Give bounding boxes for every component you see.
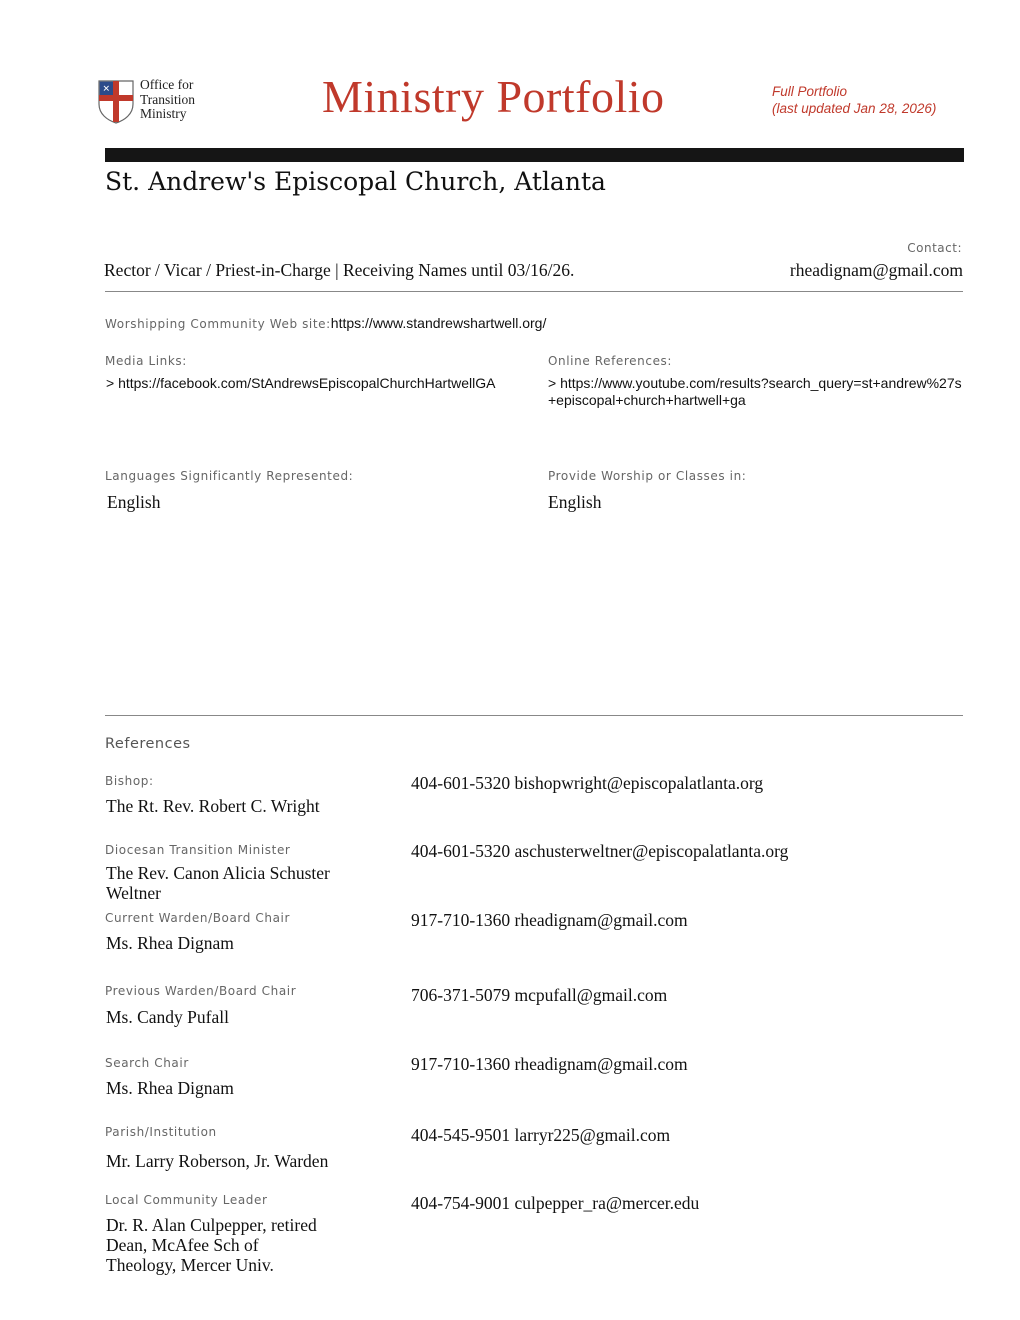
- reference-name: Mr. Larry Roberson, Jr. Warden: [106, 1151, 329, 1171]
- position-line: Rector / Vicar / Priest-in-Charge | Receiving Names until 03/16/26.: [104, 260, 575, 280]
- reference-name: Ms. Candy Pufall: [106, 1007, 229, 1027]
- online-references-label: Online References:: [548, 354, 673, 368]
- page-title: Ministry Portfolio: [322, 71, 665, 122]
- reference-role: Diocesan Transition Minister: [105, 843, 291, 857]
- contact-email-link[interactable]: rheadignam@gmail.com: [789, 260, 963, 280]
- logo-text: [140, 78, 195, 122]
- reference-contact: 404-545-9501 larryr225@gmail.com: [411, 1125, 671, 1145]
- worship-languages-value: English: [548, 492, 602, 512]
- logo-line: Ministry: [140, 106, 187, 121]
- header-divider-bar: [105, 148, 964, 162]
- worship-languages-label: Provide Worship or Classes in:: [548, 469, 747, 483]
- office-logo: [98, 78, 208, 126]
- website-label: Worshipping Community Web site:: [105, 317, 331, 331]
- portfolio-type: Full Portfolio: [772, 84, 848, 99]
- svg-text:✕: ✕: [102, 84, 111, 95]
- reference-name: Ms. Rhea Dignam: [106, 1078, 234, 1098]
- reference-role: Previous Warden/Board Chair: [105, 984, 297, 998]
- media-link[interactable]: > https://facebook.com/StAndrewsEpiscopalChurchHartwellGA: [106, 375, 496, 391]
- episcopal-shield-icon: [98, 80, 134, 124]
- online-reference-link[interactable]: > https://www.youtube.com/results?search_query=st+andrew%27s+episcopal+church+hartwell+ga: [548, 375, 962, 408]
- website-link[interactable]: https://www.standrewshartwell.org/: [330, 315, 547, 331]
- portfolio-note: [772, 83, 936, 117]
- reference-contact: 917-710-1360 rheadignam@gmail.com: [411, 910, 688, 930]
- reference-contact: 706-371-5079 mcpufall@gmail.com: [411, 985, 668, 1005]
- languages-label: Languages Significantly Represented:: [105, 469, 354, 483]
- last-updated: (last updated Jan 28, 2026): [772, 101, 937, 116]
- reference-role: Local Community Leader: [105, 1193, 268, 1207]
- website-row: [105, 313, 546, 332]
- reference-role: Current Warden/Board Chair: [105, 911, 290, 925]
- reference-contact: 404-754-9001 culpepper_ra@mercer.edu: [411, 1193, 700, 1213]
- reference-contact: 404-601-5320 bishopwright@episcopalatlanta.org: [411, 773, 764, 793]
- reference-name: The Rev. Canon Alicia Schuster Weltner: [106, 863, 330, 903]
- reference-name: Ms. Rhea Dignam: [106, 933, 234, 953]
- reference-contact: 404-601-5320 aschusterweltner@episcopalatlanta.org: [411, 841, 789, 861]
- section-divider: [105, 291, 963, 292]
- contact-label: Contact:: [907, 241, 962, 255]
- reference-contact: 917-710-1360 rheadignam@gmail.com: [411, 1054, 688, 1074]
- languages-value: English: [107, 492, 161, 512]
- reference-role: Search Chair: [105, 1056, 189, 1070]
- logo-line: Transition: [140, 91, 196, 107]
- reference-role: Parish/Institution: [105, 1125, 217, 1139]
- logo-line: Office for: [140, 77, 194, 92]
- church-name: St. Andrew's Episcopal Church, Atlanta: [105, 167, 606, 196]
- reference-name: The Rt. Rev. Robert C. Wright: [106, 796, 320, 816]
- reference-name: Dr. R. Alan Culpepper, retired Dean, McAfee Sch of Theology, Mercer Univ.: [106, 1215, 317, 1275]
- media-links-label: Media Links:: [105, 354, 187, 368]
- reference-role: Bishop:: [105, 774, 154, 788]
- references-heading: References: [105, 736, 191, 752]
- section-divider: [105, 715, 963, 716]
